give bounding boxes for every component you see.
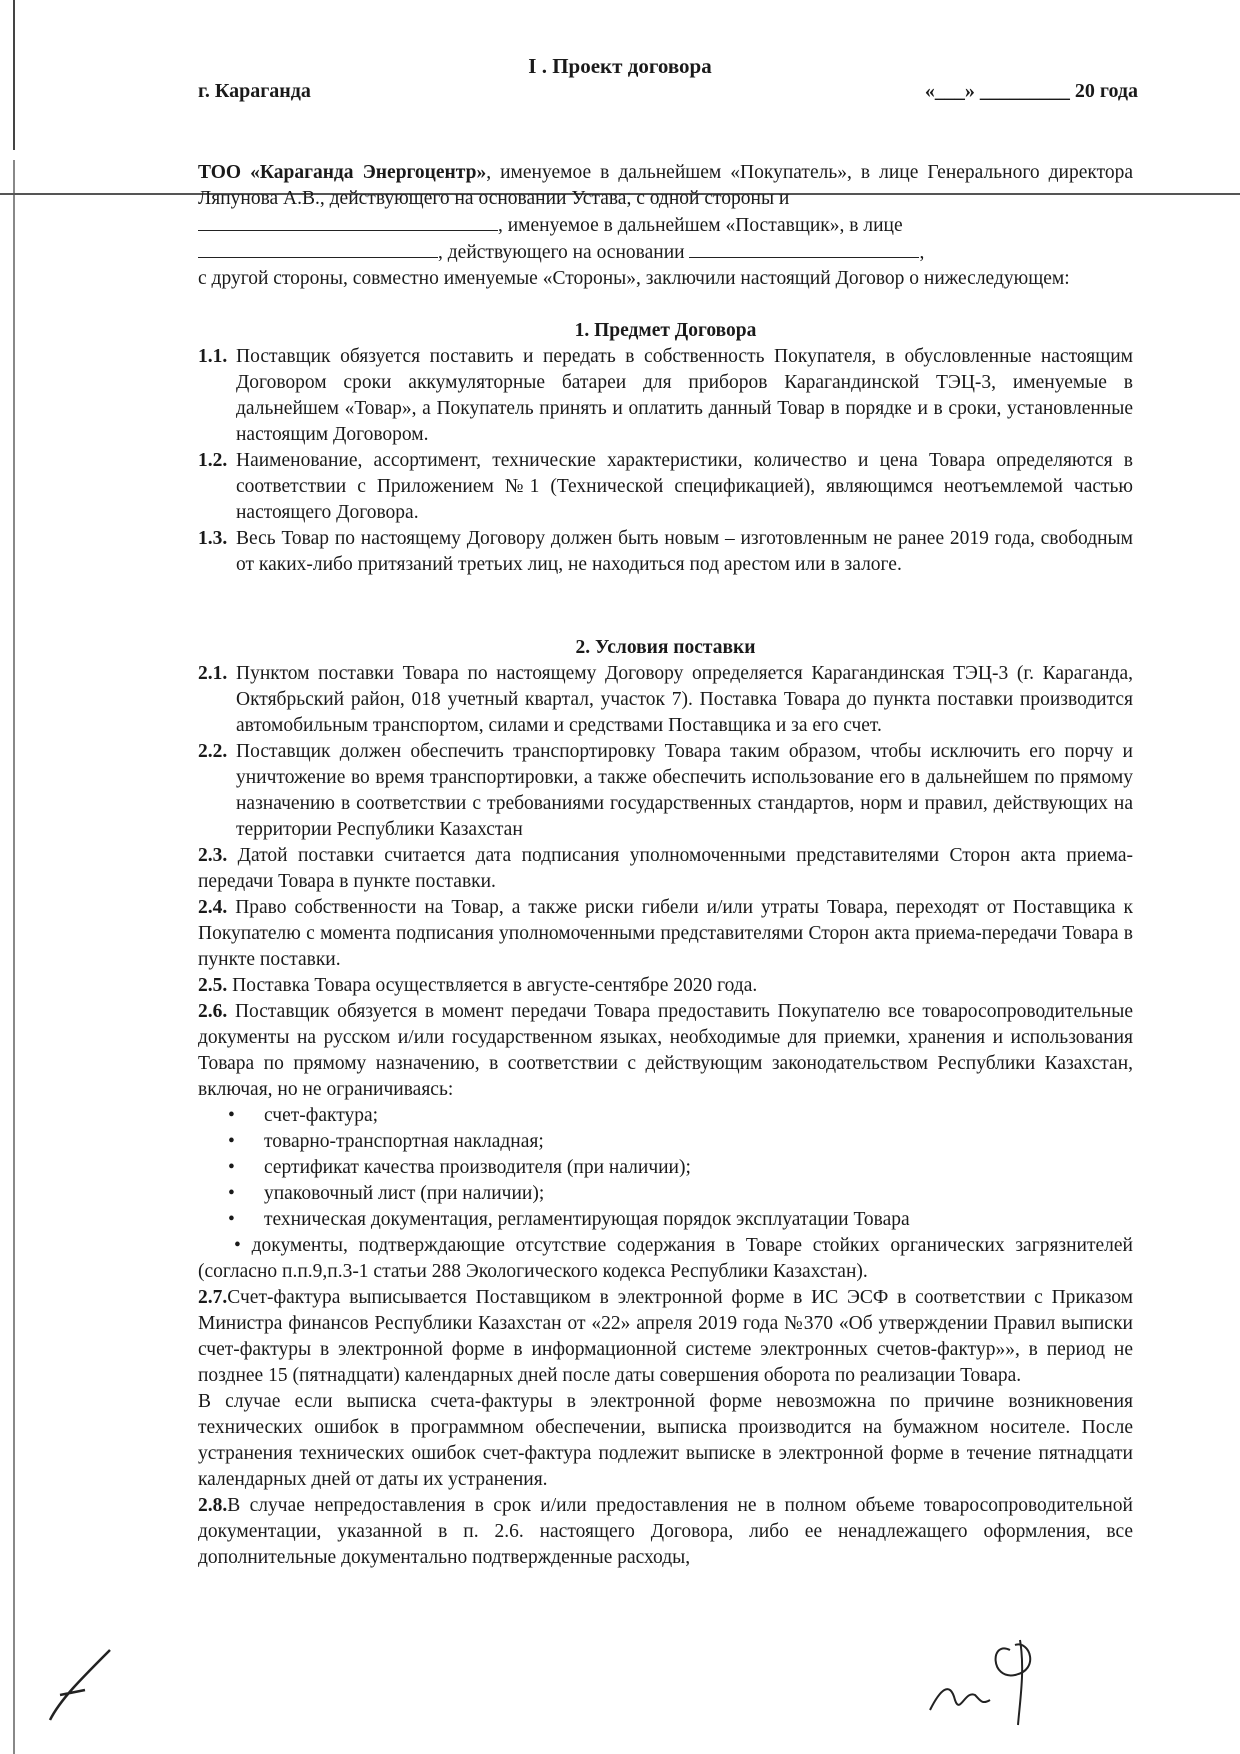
clause-text: Право собственности на Товар, а также риски гибели и/или утраты Товара, переходят от Поставщика к Покупателю с момента подписания уполномоченными представителями Сторон акта приема-передачи Товара в пункте поставки. <box>198 897 1133 970</box>
clause-number: 2.3. <box>198 845 228 866</box>
list-item: • счет-фактура; <box>228 1103 1133 1129</box>
clause-2-6 <box>198 999 1133 1103</box>
list-item: • сертификат качества производителя (при наличии); <box>228 1155 1133 1181</box>
city: г. Караганда <box>198 80 311 102</box>
contract-date: «___» _________ 20 года <box>924 80 1138 102</box>
clause-text: Весь Товар по настоящему Договору должен быть новым – изготовленным не ранее 2019 года, свободным от каких-либо притязаний третьих лиц, не находиться под арестом или в залоге. <box>236 528 1133 575</box>
clause-number: 1.3. <box>198 528 228 549</box>
intro-text-2: , именуемое в дальнейшем «Поставщик», в лице <box>498 215 903 236</box>
clause-number: 2.6. <box>198 1001 228 1022</box>
scan-edge-line <box>13 160 15 1754</box>
list-item: • упаковочный лист (при наличии); <box>228 1181 1133 1207</box>
clause-text: Датой поставки считается дата подписания уполномоченными представителями Сторон акта приема-передачи Товара в пункте поставки. <box>198 845 1133 892</box>
intro-text-3: , действующего на основании <box>438 242 685 263</box>
clause-text: Поставщик должен обеспечить транспортировку Товара таким образом, чтобы исключить его порчу и уничтожение во время транспортировки, а также обеспечить использование его в дальнейшем по прямому назначению в соответствии с требованиями государственных стандартов, норм и правил, действующих на территории Республики Казахстан <box>236 741 1133 840</box>
clause-text: Счет-фактура выписывается Поставщиком в электронной форме в ИС ЭСФ в соответствии с Приказом Министра финансов Республики Казахстан от «22» апреля 2019 года №370 «Об утверждении Правил выписки счет-фактуры в электронной форме в информационной системе электронных счетов-фактур»», в период не позднее 15 (пятнадцати) календарных дней после даты совершения оборота по реализации Товара. <box>198 1287 1133 1386</box>
clause-text: Пунктом поставки Товара по настоящему Договору определяется Карагандинская ТЭЦ-3 (г. Караганда, Октябрьский район, 018 учетный квартал, участок 7). Поставка Товара до пункта поставки производится автомобильным транспортом, силами и средствами Поставщика и за его счет. <box>236 663 1133 736</box>
intro-line-3: , действующего на основании , <box>198 239 1133 266</box>
clause-2-8 <box>198 1493 1133 1571</box>
clause-text: Поставщик обязуется поставить и передать в собственность Покупателя, в обусловленные настоящим Договором сроки аккумуляторные батареи для приборов Карагандинской ТЭЦ-3, именуемые в дальнейшем «Товар», а Покупатель принять и оплатить данный Товар в порядке и в сроки, установленные настоящим Договором. <box>236 346 1133 445</box>
section-1 <box>198 318 1133 578</box>
intro-line-2 <box>198 212 1133 239</box>
intro-line-4: с другой стороны, совместно именуемые «Стороны», заключили настоящий Договор о нижеследующем: <box>198 268 1070 289</box>
clause-2-2 <box>198 739 1133 843</box>
intro-line-1 <box>198 160 1133 212</box>
clause-text: В случае непредоставления в срок и/или предоставления не в полном объеме товаросопроводительной документации, указанной в п. 2.6. настоящего Договора, либо ее ненадлежащего оформления, все дополнительные документально подтвержденные расходы, <box>198 1495 1133 1568</box>
clause-text: Наименование, ассортимент, технические характеристики, количество и цена Товара определяются в соответствии с Приложением №1 (Технической спецификацией), являющимся неотъемлемой частью настоящего Договора. <box>236 450 1133 523</box>
intro-text-1: , именуемое в дальнейшем «Покупатель», в лице Генерального директора Ляпунова А.В., действующего на основании Устава, с одной стороны и <box>198 162 1134 209</box>
clause-number: 2.2. <box>198 741 228 762</box>
clause-1-2 <box>198 448 1133 526</box>
right-signature <box>920 1620 1060 1730</box>
clause-text: Поставка Товара осуществляется в августе-сентябре 2020 года. <box>227 975 758 996</box>
list-item: • товарно-транспортная накладная; <box>228 1129 1133 1155</box>
clause-2-7 <box>198 1285 1133 1389</box>
clause-2-1 <box>198 661 1133 739</box>
clause-2-4 <box>198 895 1133 973</box>
documents-list-extra: • документы, подтверждающие отсутствие содержания в Товаре стойких органических загрязнителей (согласно п.п.9,п.3-1 статьи 288 Экологического кодекса Республики Казахстан). <box>198 1235 1133 1282</box>
basis-blank <box>689 239 919 258</box>
clause-number: 1.2. <box>198 450 228 471</box>
clause-number: 2.4. <box>198 897 228 918</box>
left-initial-signature <box>40 1640 120 1730</box>
clause-text: Поставщик обязуется в момент передачи Товара предоставить Покупателю все товаросопроводительные документы на русском и/или государственном языках, необходимые для приемки, хранения и использования Товара по прямому назначению, в соответствии с действующим законодательством Республики Казахстан, включая, но не ограничиваясь: <box>198 1001 1133 1100</box>
section-1-title: 1. Предмет Договора <box>574 320 757 341</box>
clause-number: 1.1. <box>198 346 228 367</box>
section-2-title: 2. Условия поставки <box>575 637 756 658</box>
clause-2-3 <box>198 843 1133 895</box>
documents-list <box>198 1103 1133 1233</box>
clause-1-1 <box>198 344 1133 448</box>
representative-blank <box>198 239 438 258</box>
intro-block <box>198 160 1133 292</box>
supplier-blank <box>198 212 498 231</box>
clause-number: 2.5. <box>198 975 228 996</box>
clause-2-5 <box>198 973 1133 999</box>
clause-2-7-continued: В случае если выписка счета-фактуры в электронной форме невозможна по причине возникновения технических ошибок в программном обеспечении, выписка производится на бумажном носителе. После устранения технических ошибок счет-фактура подлежит выписке в электронной форме в течение пятнадцати календарных дней от даты их устранения. <box>198 1391 1133 1490</box>
buyer-company: ТОО «Караганда Энергоцентр» <box>198 162 487 183</box>
document-title: I . Проект договора <box>528 54 712 78</box>
clause-number: 2.7. <box>198 1287 228 1308</box>
list-item: • техническая документация, регламентирующая порядок эксплуатации Товара <box>228 1207 1133 1233</box>
clause-number: 2.8. <box>198 1495 228 1516</box>
section-2 <box>198 635 1133 1571</box>
clause-number: 2.1. <box>198 663 228 684</box>
clause-1-3 <box>198 526 1133 578</box>
